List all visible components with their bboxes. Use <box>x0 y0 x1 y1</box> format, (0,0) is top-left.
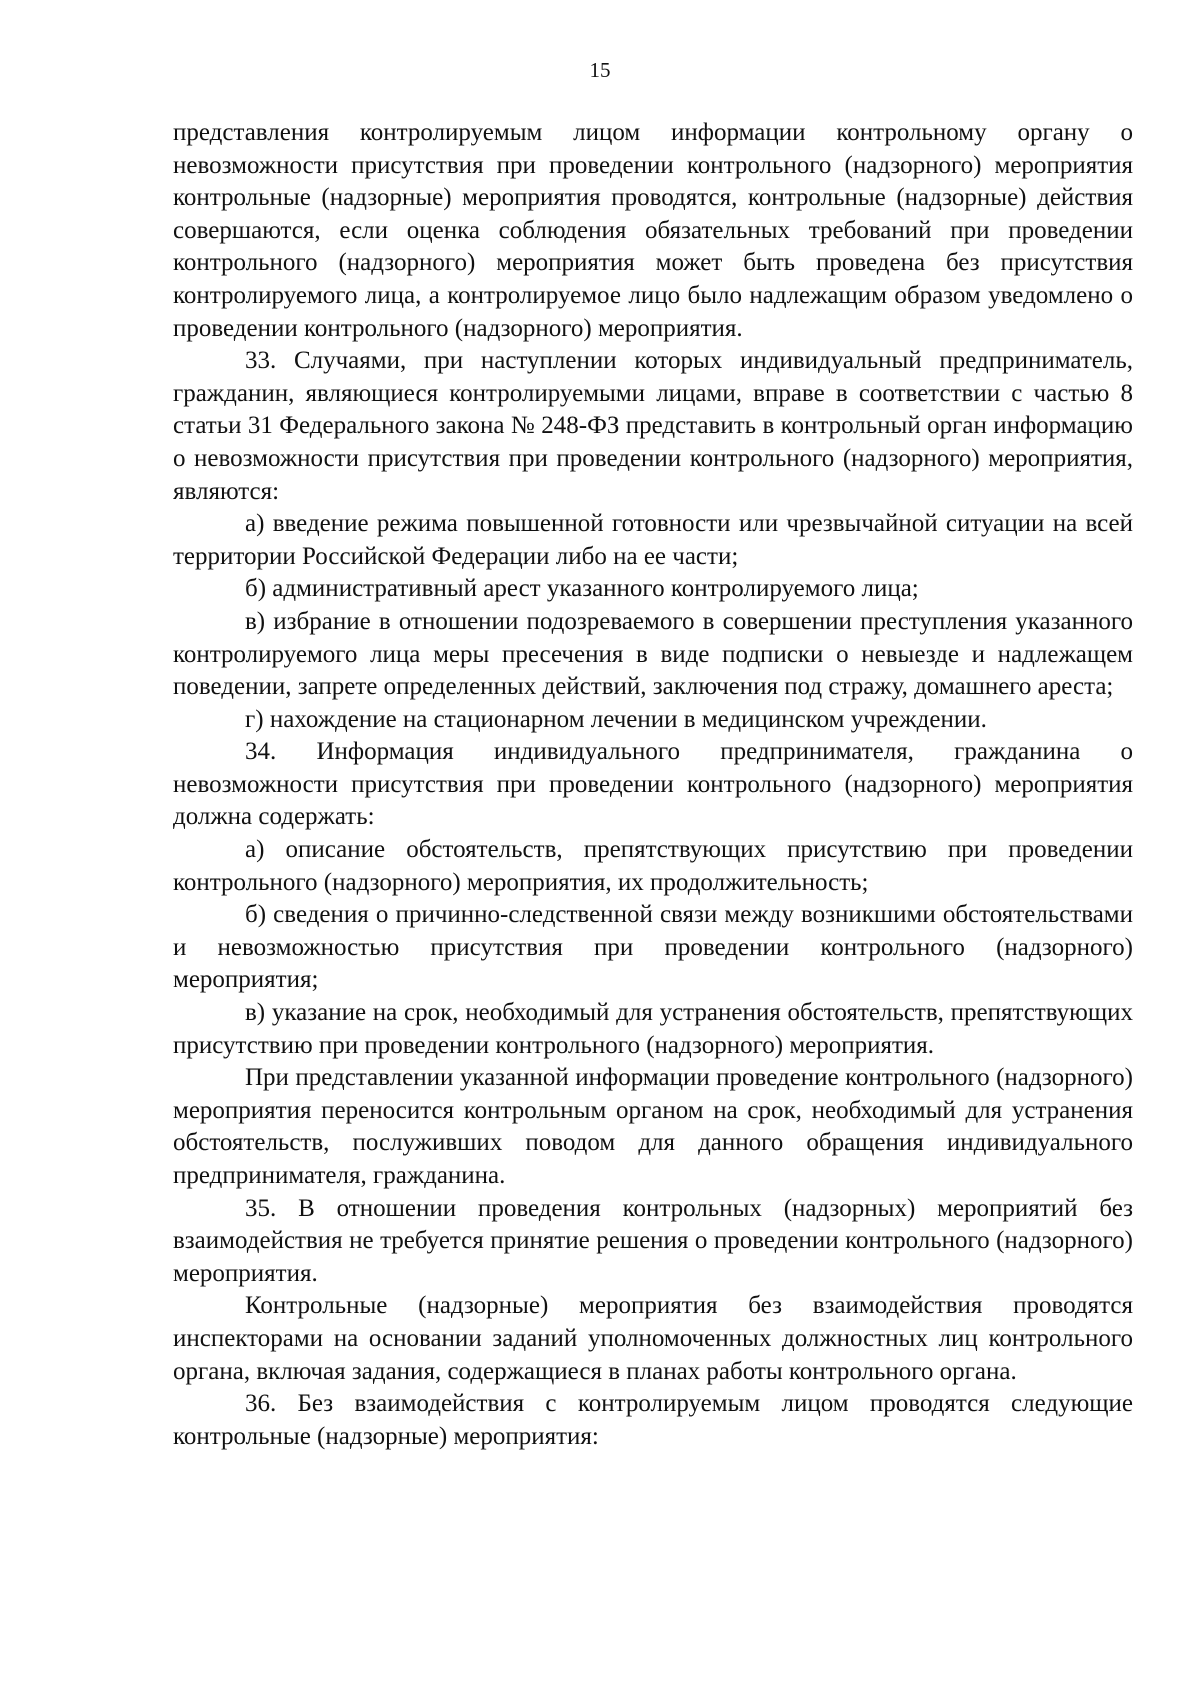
paragraph-34-postponement: При представлении указанной информации проведение контрольного (надзорного) мероприятия переносится контрольным органом на срок, необходимый для устранения обстоятельств, послуживших поводом для данного обращения индивидуального предпринимателя, гражданина. <box>173 1064 1133 1189</box>
list-item-34-b: б) сведения о причинно-следственной связи между возникшими обстоятельствами и невозможностью присутствия при проведении контрольного (надзорного) мероприятия; <box>173 901 1133 994</box>
list-item-33-g: г) нахождение на стационарном лечении в медицинском учреждении. <box>245 705 987 733</box>
document-body <box>173 117 1133 1453</box>
paragraph-35-inspectors: Контрольные (надзорные) мероприятия без взаимодействия проводятся инспекторами на основании заданий уполномоченных должностных лиц контрольного органа, включая задания, содержащиеся в планах работы контрольного органа. <box>173 1292 1133 1385</box>
paragraph-34: 34. Информация индивидуального предпринимателя, гражданина о невозможности присутствия при проведении контрольного (надзорного) мероприятия должна содержать: <box>173 738 1133 831</box>
page-number: 15 <box>589 58 611 82</box>
list-item-34-v: в) указание на срок, необходимый для устранения обстоятельств, препятствующих присутствию при проведении контрольного (надзорного) мероприятия. <box>173 999 1133 1059</box>
list-item-34-a: а) описание обстоятельств, препятствующих присутствию при проведении контрольного (надзорного) мероприятия, их продолжительность; <box>173 836 1133 896</box>
list-item-33-v: в) избрание в отношении подозреваемого в совершении преступления указанного контролируемого лица меры пресечения в виде подписки о невыезде и надлежащем поведении, запрете определенных действий, заключения под стражу, домашнего ареста; <box>173 607 1133 701</box>
list-item-33-b: б) административный арест указанного контролируемого лица; <box>245 575 919 603</box>
paragraph-33: 33. Случаями, при наступлении которых индивидуальный предприниматель, гражданин, являющиеся контролируемыми лицами, вправе в соответствии с частью 8 статьи 31 Федерального закона № 248-ФЗ представить в контрольный орган информацию о невозможности присутствия при проведении контрольного (надзорного) мероприятия, являются: <box>173 347 1133 505</box>
list-item-33-a: а) введение режима повышенной готовности или чрезвычайной ситуации на всей территории Российской Федерации либо на ее части; <box>173 510 1133 570</box>
paragraph-36: 36. Без взаимодействия с контролируемым лицом проводятся следующие контрольные (надзорные) мероприятия: <box>173 1390 1133 1450</box>
paragraph-35: 35. В отношении проведения контрольных (надзорных) мероприятий без взаимодействия не требуется принятие решения о проведении контрольного (надзорного) мероприятия. <box>173 1194 1133 1287</box>
paragraph-continuation: представления контролируемым лицом информации контрольному органу о невозможности присутствия при проведении контрольного (надзорного) мероприятия контрольные (надзорные) мероприятия проводятся, контрольные (надзорные) действия совершаются, если оценка соблюдения обязательных требований при проведении контрольного (надзорного) мероприятия может быть проведена без присутствия контролируемого лица, а контролируемое лицо было надлежащим образом уведомлено о проведении контрольного (надзорного) мероприятия. <box>173 119 1133 342</box>
